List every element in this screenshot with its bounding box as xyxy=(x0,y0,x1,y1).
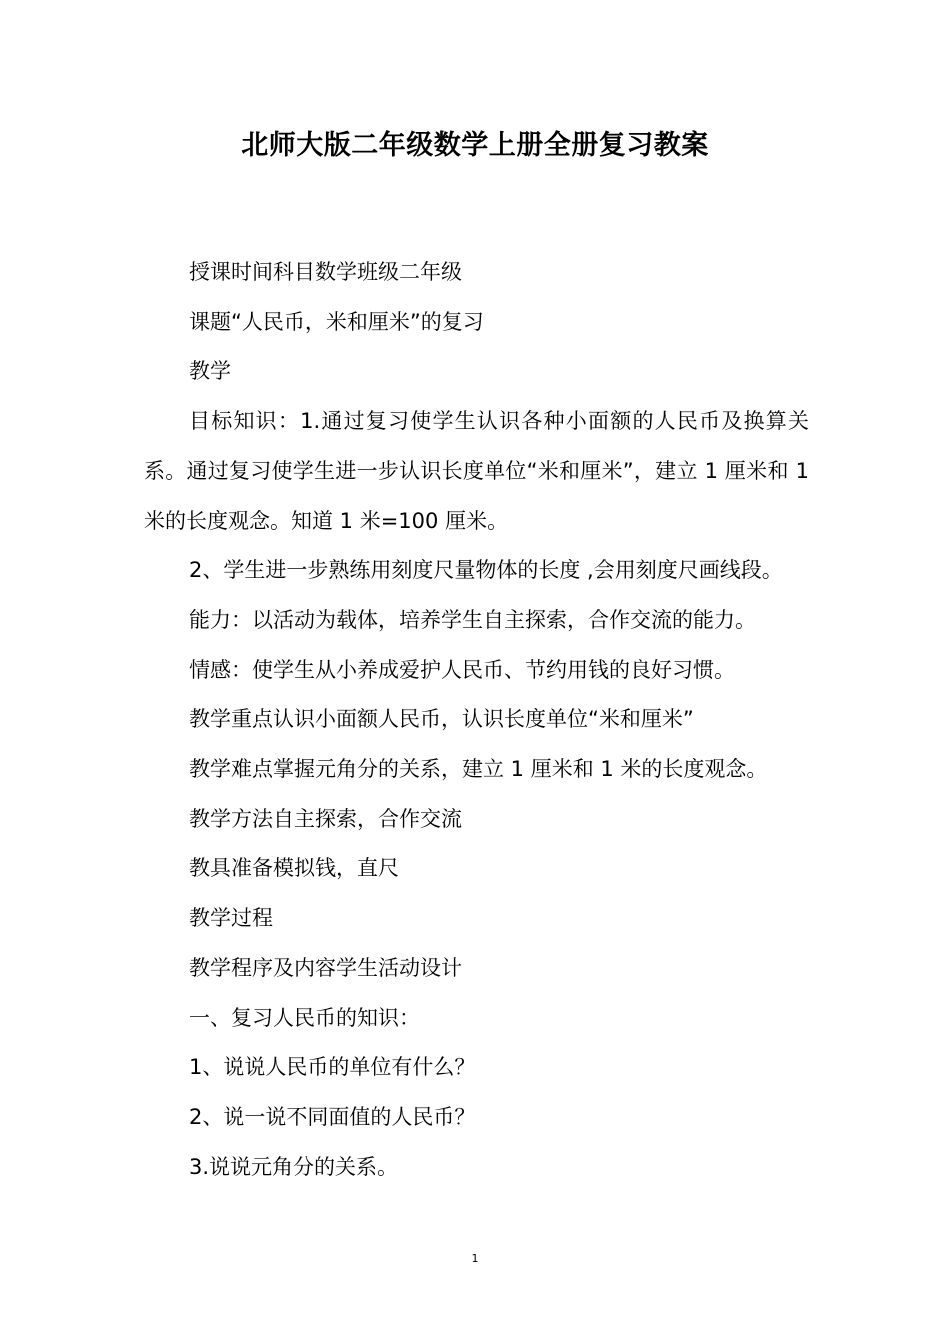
document-body xyxy=(144,248,809,1192)
paragraph: 课题“人民币，米和厘米”的复习 xyxy=(189,309,484,334)
paragraph: 教学程序及内容学生活动设计 xyxy=(189,955,462,980)
paragraph: 授课时间科目数学班级二年级 xyxy=(189,260,462,284)
paragraph: 一、复习人民币的知识： xyxy=(189,1005,420,1030)
paragraph: 教学方法自主探索，合作交流 xyxy=(189,806,462,831)
paragraph: 3.说说元角分的关系。 xyxy=(189,1154,399,1179)
paragraph: 2、学生进一步熟练用刻度尺量物体的长度 ,会用刻度尺画线段。 xyxy=(189,558,783,583)
paragraph: 能力：以活动为载体，培养学生自主探索，合作交流的能力。 xyxy=(189,607,756,632)
paragraph: 目标知识：1.通过复习使学生认识各种小面额的人民币及换算关系。通过复习使学生进一步认识长度单位“米和厘米”，建立 1 厘米和 1 米的长度观念。知道 1 米=100 厘米。 xyxy=(144,409,809,533)
paragraph: 教学过程 xyxy=(189,906,273,931)
page-number: 1 xyxy=(471,1252,479,1265)
paragraph: 情感：使学生从小养成爱护人民币、节约用钱的良好习惯。 xyxy=(189,657,735,682)
paragraph: 教学 xyxy=(189,359,231,384)
paragraph: 教学重点认识小面额人民币，认识长度单位“米和厘米” xyxy=(189,707,694,732)
document-title: 北师大版二年级数学上册全册复习教案 xyxy=(241,130,709,161)
paragraph: 教学难点掌握元角分的关系，建立 1 厘米和 1 米的长度观念。 xyxy=(189,757,768,782)
paragraph: 2、说一说不同面值的人民币？ xyxy=(189,1104,476,1129)
paragraph: 1、说说人民币的单位有什么？ xyxy=(189,1055,476,1080)
paragraph: 教具准备模拟钱，直尺 xyxy=(189,856,399,881)
